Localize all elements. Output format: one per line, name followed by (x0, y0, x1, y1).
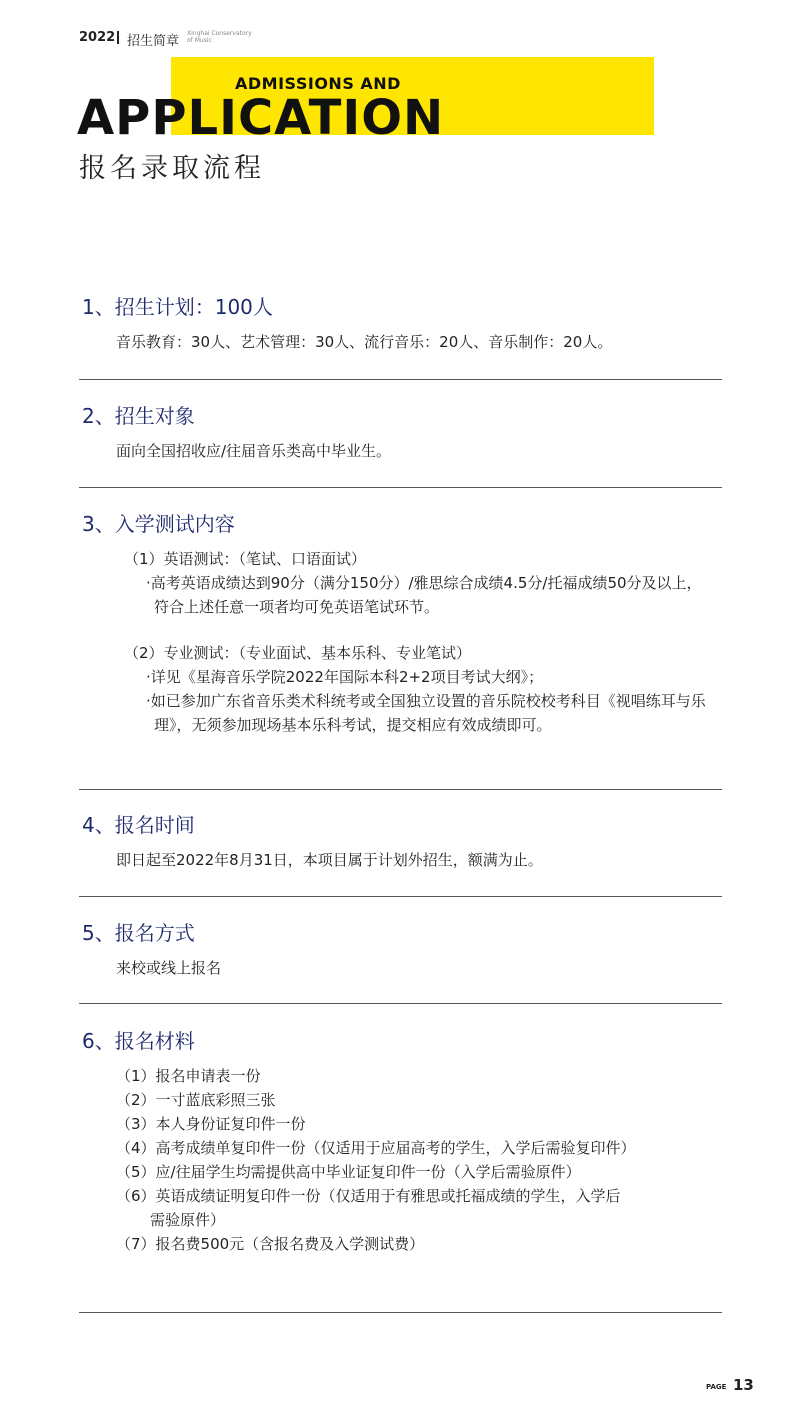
test-bullet: ·如已参加广东省音乐类术科统考或全国独立设置的音乐院校校考科目《视唱练耳与乐理》，无须参加现场基本乐科考试，提交相应有效成绩即可。 (146, 692, 706, 734)
school-line-2: of Music (187, 37, 212, 44)
section-entrance-tests (82, 511, 722, 737)
material-item: （1）报名申请表一份 (116, 1067, 261, 1085)
section-target-students (82, 403, 722, 463)
material-item: （5）应/往届学生均需提供高中毕业证复印件一份（入学后需验原件） (116, 1163, 581, 1181)
section-heading: 6、报名材料 (82, 1029, 195, 1053)
section-application-period (82, 812, 722, 872)
section-text: 来校或线上报名 (116, 959, 222, 977)
header-title: 招生简章 (127, 34, 180, 49)
page-number: 13 (733, 1376, 754, 1394)
header-school-name (187, 30, 257, 44)
page-label: PAGE (706, 1383, 727, 1391)
test-item-english: （1）英语测试：（笔试、口语面试） (124, 550, 367, 568)
test-bullet: ·详见《星海音乐学院2022年国际本科2+2项目考试大纲》； (146, 668, 544, 686)
section-text: 音乐教育：30人、艺术管理：30人、流行音乐：20人、音乐制作：20人。 (116, 333, 613, 351)
school-line-1: Xinghai Conservatory (187, 30, 252, 37)
header-divider (117, 31, 119, 44)
divider (79, 1312, 722, 1313)
banner-title: APPLICATION (77, 90, 445, 146)
section-application-method (82, 920, 722, 980)
material-item: （2）一寸蓝底彩照三张 (116, 1091, 276, 1109)
section-heading: 4、报名时间 (82, 813, 195, 837)
divider (79, 379, 722, 380)
section-text: 即日起至2022年8月31日，本项目属于计划外招生，额满为止。 (116, 851, 543, 869)
material-item: （7）报名费500元（含报名费及入学测试费） (116, 1235, 425, 1253)
test-item-professional: （2）专业测试：（专业面试、基本乐科、专业笔试） (124, 644, 472, 662)
divider (79, 487, 722, 488)
section-heading: 1、招生计划：100人 (82, 295, 273, 319)
section-heading: 3、入学测试内容 (82, 512, 235, 536)
section-text: 面向全国招收应/往届音乐类高中毕业生。 (116, 442, 392, 460)
material-item: （6）英语成绩证明复印件一份（仅适用于有雅思或托福成绩的学生，入学后 (116, 1187, 621, 1205)
page-title: 报名录取流程 (79, 153, 265, 184)
material-item: （3）本人身份证复印件一份 (116, 1115, 306, 1133)
section-heading: 5、报名方式 (82, 921, 195, 945)
section-heading: 2、招生对象 (82, 404, 195, 428)
section-application-materials (82, 1028, 722, 1256)
divider (79, 789, 722, 790)
banner-subtitle: ADMISSIONS AND (235, 74, 401, 93)
header-year: 2022 (79, 30, 116, 45)
material-item-continued: 需验原件） (150, 1211, 226, 1229)
test-bullet: ·高考英语成绩达到90分（满分150分）/雅思综合成绩4.5分/托福成绩50分及以上，符合上述任意一项者均可免英语笔试环节。 (146, 574, 702, 616)
divider (79, 1003, 722, 1004)
section-enrollment-plan (82, 294, 722, 354)
material-item: （4）高考成绩单复印件一份（仅适用于应届高考的学生，入学后需验复印件） (116, 1139, 636, 1157)
divider (79, 896, 722, 897)
